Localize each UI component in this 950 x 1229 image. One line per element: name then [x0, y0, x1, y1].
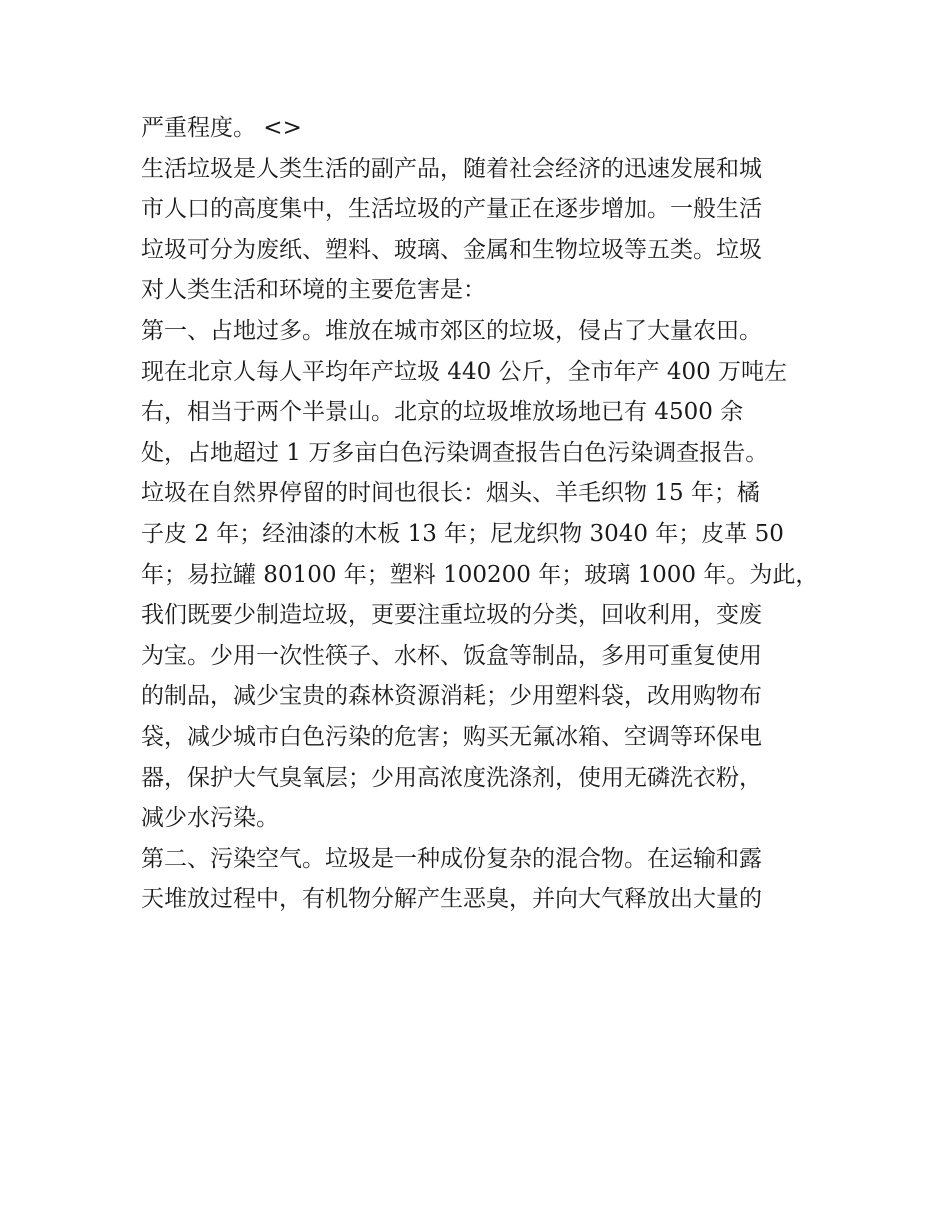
- text-line: 的制品，减少宝贵的森林资源消耗；少用塑料袋，改用购物布: [141, 683, 762, 710]
- text-line: 市人口的高度集中，生活垃圾的产量正在逐步增加。一般生活: [141, 196, 762, 223]
- text-line: 子皮 2 年；经油漆的木板 13 年；尼龙织物 3040 年；皮革 50: [141, 520, 784, 547]
- text-line: 减少水污染。: [141, 805, 279, 832]
- text-line: 垃圾在自然界停留的时间也很长：烟头、羊毛织物 15 年；橘: [141, 480, 760, 507]
- text-line: 袋，减少城市白色污染的危害；购买无氟冰箱、空调等环保电: [141, 723, 762, 750]
- text-line: 年；易拉罐 80100 年；塑料 100200 年；玻璃 1000 年。为此，: [141, 561, 819, 588]
- text-line: 我们既要少制造垃圾，更要注重垃圾的分类，回收利用，变废: [141, 602, 762, 629]
- text-line: 第一、占地过多。堆放在城市郊区的垃圾，侵占了大量农田。: [141, 317, 762, 344]
- text-line: 第二、污染空气。垃圾是一种成份复杂的混合物。在运输和露: [141, 845, 762, 872]
- text-line: 严重程度。 <>: [141, 115, 302, 141]
- text-line: 右，相当于两个半景山。北京的垃圾堆放场地已有 4500 余: [141, 399, 744, 426]
- text-line: 为宝。少用一次性筷子、水杯、饭盒等制品，多用可重复使用: [141, 642, 762, 669]
- text-line: 器，保护大气臭氧层；少用高浓度洗涤剂，使用无磷洗衣粉，: [141, 764, 762, 791]
- text-line: 现在北京人每人平均年产垃圾 440 公斤，全市年产 400 万吨左: [141, 358, 788, 385]
- body-text: [141, 108, 821, 920]
- text-line: 对人类生活和环境的主要危害是：: [141, 277, 486, 304]
- text-line: 生活垃圾是人类生活的副产品，随着社会经济的迅速发展和城: [141, 155, 762, 182]
- text-line: 垃圾可分为废纸、塑料、玻璃、金属和生物垃圾等五类。垃圾: [141, 236, 762, 263]
- text-line: 处，占地超过 1 万多亩白色污染调查报告白色污染调查报告。: [141, 439, 769, 466]
- text-line: 天堆放过程中，有机物分解产生恶臭，并向大气释放出大量的: [141, 886, 762, 913]
